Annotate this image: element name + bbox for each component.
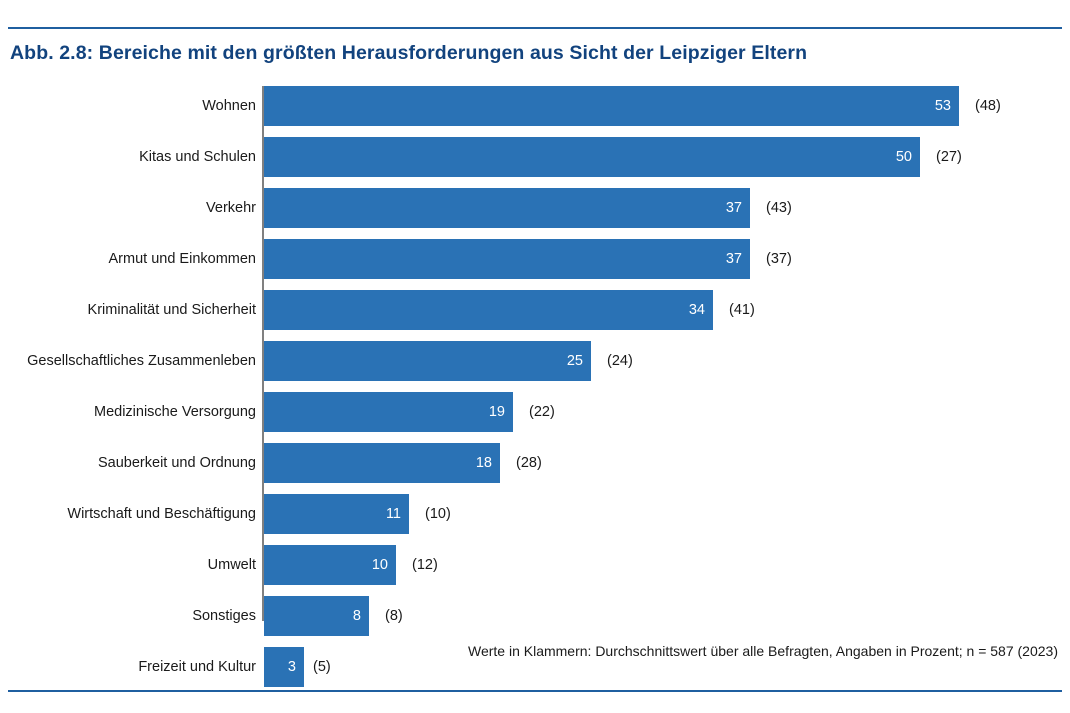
bar xyxy=(264,188,750,228)
category-label: Medizinische Versorgung xyxy=(93,404,256,420)
bar-value-label: 8 xyxy=(352,608,361,624)
bar-reference-label: (12) xyxy=(412,557,438,573)
bar-reference-label: (24) xyxy=(607,353,633,369)
bar xyxy=(264,239,750,279)
bar-value-label: 3 xyxy=(287,659,296,675)
bar xyxy=(264,647,304,687)
bar-row xyxy=(0,137,1070,177)
bar-value-label: 53 xyxy=(934,98,951,114)
bar-row xyxy=(0,188,1070,228)
bar-reference-label: (8) xyxy=(385,608,403,624)
top-divider-rule xyxy=(8,27,1062,29)
category-label: Kriminalität und Sicherheit xyxy=(87,302,256,318)
bar-row xyxy=(0,239,1070,279)
category-label: Wirtschaft und Beschäftigung xyxy=(67,506,256,522)
category-label: Verkehr xyxy=(206,200,256,216)
bar-value-label: 34 xyxy=(688,302,705,318)
bar-row xyxy=(0,494,1070,534)
category-label: Armut und Einkommen xyxy=(108,251,256,267)
bar-value-label: 37 xyxy=(725,251,742,267)
bar-row xyxy=(0,596,1070,636)
bar xyxy=(264,86,959,126)
bar-reference-label: (27) xyxy=(936,149,962,165)
chart-title: Abb. 2.8: Bereiche mit den größten Herausforderungen aus Sicht der Leipziger Eltern xyxy=(10,42,808,64)
category-label: Sauberkeit und Ordnung xyxy=(98,455,256,471)
bar xyxy=(264,137,920,177)
bar-value-label: 11 xyxy=(385,506,401,522)
category-label: Wohnen xyxy=(202,98,256,114)
bar-reference-label: (41) xyxy=(729,302,755,318)
category-label: Gesellschaftliches Zusammenleben xyxy=(27,353,256,369)
bar-reference-label: (22) xyxy=(529,404,555,420)
chart-annotation: Werte in Klammern: Durchschnittswert über alle Befragten, Angaben in Prozent; n = 587 (2023) xyxy=(467,643,1058,659)
bar xyxy=(264,596,369,636)
category-label: Sonstiges xyxy=(192,608,256,624)
bar-row xyxy=(0,290,1070,330)
bar-row xyxy=(0,341,1070,381)
bar-reference-label: (48) xyxy=(975,98,1001,114)
bar-reference-label: (28) xyxy=(516,455,542,471)
bar-value-label: 19 xyxy=(488,404,505,420)
bar-row xyxy=(0,545,1070,585)
bar-reference-label: (10) xyxy=(425,506,451,522)
bar-row xyxy=(0,86,1070,126)
bar-rows xyxy=(0,86,1070,698)
category-label: Freizeit und Kultur xyxy=(138,659,256,675)
bar-row xyxy=(0,392,1070,432)
bar-value-label: 50 xyxy=(895,149,912,165)
category-label: Kitas und Schulen xyxy=(139,149,256,165)
bar xyxy=(264,341,591,381)
bar-reference-label: (37) xyxy=(766,251,792,267)
bar xyxy=(264,290,713,330)
bar xyxy=(264,443,500,483)
bar-reference-label: (43) xyxy=(766,200,792,216)
bar-value-label: 25 xyxy=(566,353,583,369)
bar-row xyxy=(0,443,1070,483)
bar-value-label: 10 xyxy=(371,557,388,573)
bar-value-label: 37 xyxy=(725,200,742,216)
bar-reference-label: (5) xyxy=(313,659,331,675)
bar xyxy=(264,494,409,534)
category-label: Umwelt xyxy=(207,557,256,573)
bar-value-label: 18 xyxy=(475,455,492,471)
bar xyxy=(264,392,513,432)
bottom-divider-rule xyxy=(8,690,1062,692)
bar xyxy=(264,545,396,585)
